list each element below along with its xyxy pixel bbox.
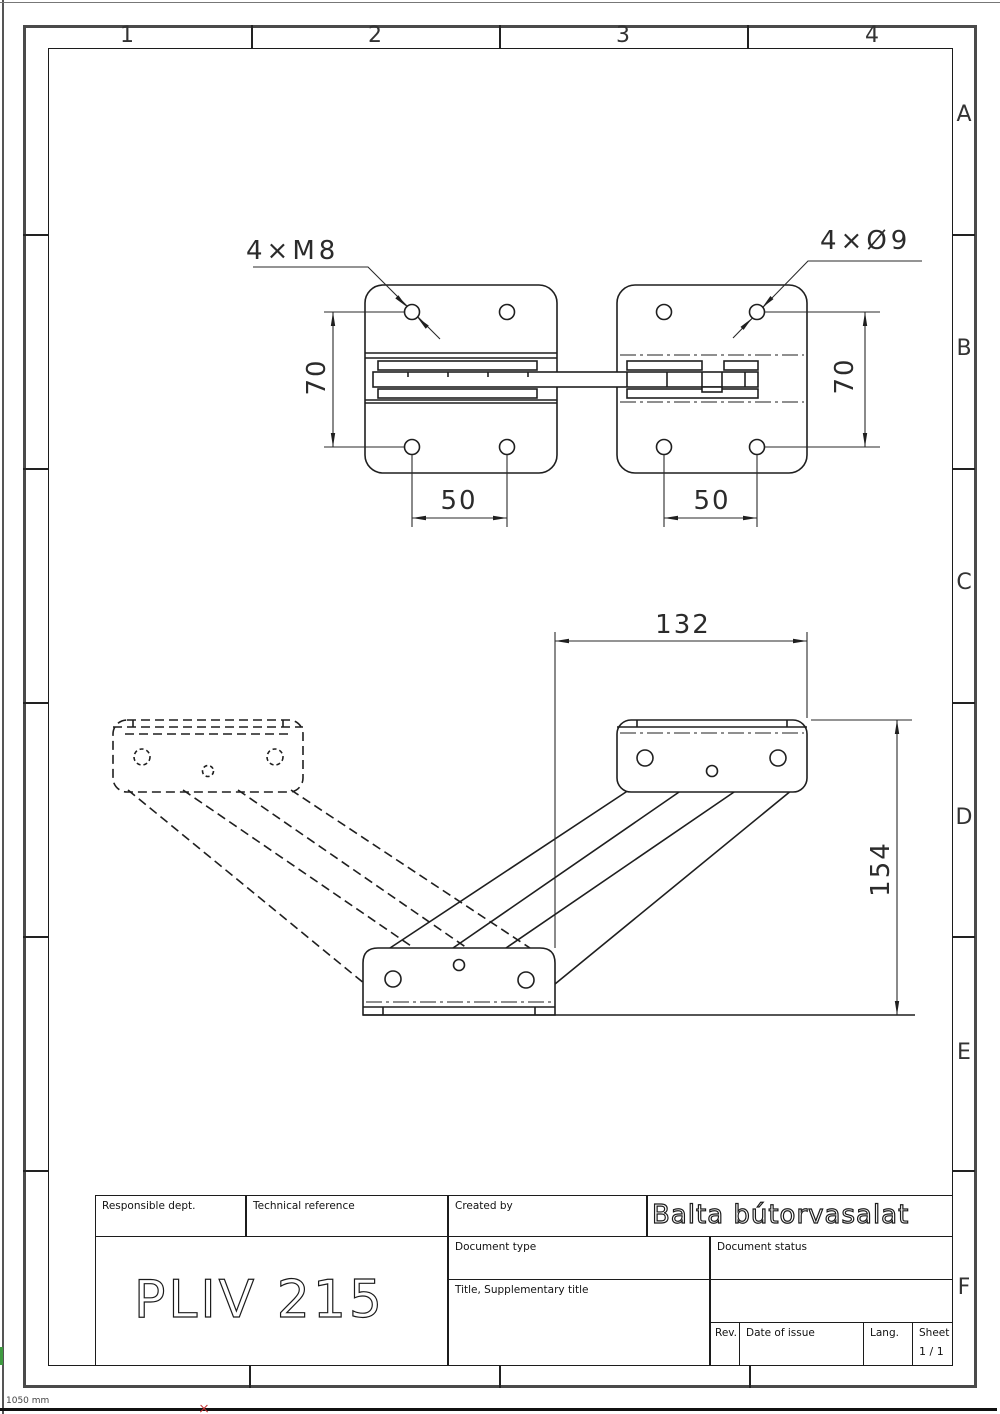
cell-technical-reference (246, 1195, 448, 1237)
grid-column-label: 1 (120, 23, 134, 48)
sheet-value: 1 / 1 (919, 1345, 944, 1358)
dim-50-left: 50 (440, 486, 478, 516)
grid-row-label: B (956, 336, 972, 361)
rev-label: Rev. (715, 1327, 738, 1339)
grid-column-label: 4 (865, 23, 879, 48)
red-cross-mark (199, 1403, 209, 1413)
cell-drawing-title (95, 1236, 448, 1366)
dim-50-right: 50 (693, 486, 731, 516)
document-type-label: Document type (455, 1241, 537, 1253)
side-view-linework (113, 632, 915, 1015)
cell-empty (710, 1279, 953, 1323)
responsible-dept-label: Responsible dept. (102, 1200, 196, 1212)
grid-column-label: 2 (368, 23, 382, 48)
cell-document-status (710, 1236, 953, 1280)
grid-column-label: 3 (616, 23, 630, 48)
grid-row-label: C (956, 570, 972, 595)
ruler-note: 1050 mm (6, 1396, 50, 1406)
cell-document-type (448, 1236, 710, 1280)
cell-company (647, 1195, 953, 1237)
cell-date-of-issue (739, 1322, 864, 1366)
date-of-issue-label: Date of issue (746, 1327, 815, 1339)
company-name: Balta bútorvasalat (652, 1200, 910, 1230)
drawing-title: PLIV 215 (134, 1270, 386, 1330)
created-by-label: Created by (455, 1200, 513, 1212)
cell-sheet (912, 1322, 953, 1366)
dim-132: 132 (655, 610, 711, 640)
cell-lang (863, 1322, 913, 1366)
grid-row-label: F (957, 1275, 971, 1300)
document-status-label: Document status (717, 1241, 807, 1253)
cell-responsible-dept (95, 1195, 246, 1237)
lang-label: Lang. (870, 1327, 899, 1339)
grid-row-label: A (956, 102, 972, 127)
cell-title-supplementary (448, 1279, 710, 1366)
cell-rev (710, 1322, 740, 1366)
top-view-linework (253, 261, 922, 527)
technical-reference-label: Technical reference (253, 1200, 355, 1212)
grid-row-label: E (957, 1040, 971, 1065)
sheet-label: Sheet (919, 1327, 950, 1339)
dim-70-right: 70 (830, 357, 860, 395)
green-tick-mark (0, 1347, 3, 1365)
dim-thread-callout: 4×M8 (246, 236, 340, 266)
dim-154: 154 (866, 841, 896, 897)
dim-70-left: 70 (302, 358, 332, 396)
title-supplementary-label: Title, Supplementary title (455, 1284, 589, 1296)
dim-hole-callout: 4×Ø9 (820, 226, 912, 256)
cell-created-by (448, 1195, 647, 1237)
grid-row-label: D (955, 805, 973, 830)
